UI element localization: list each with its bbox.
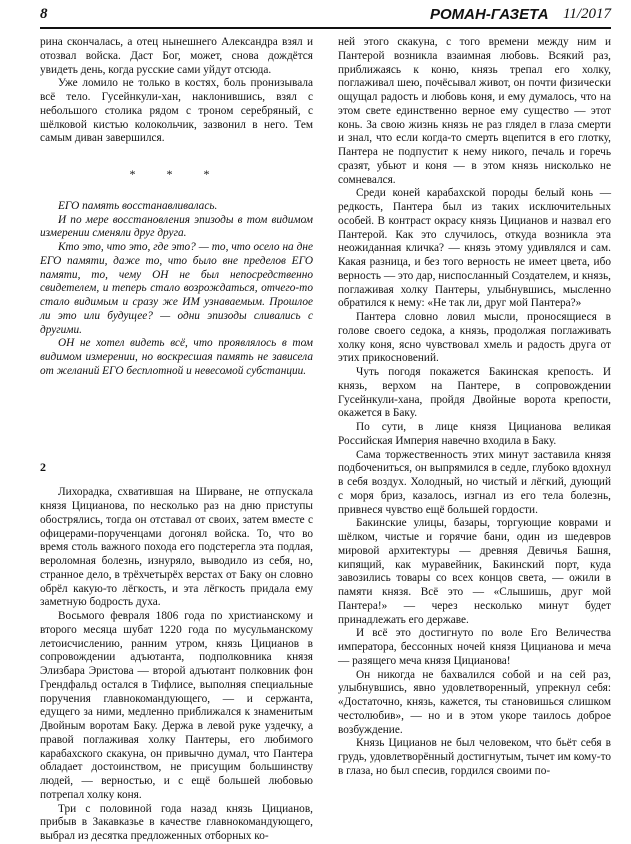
paragraph: Три с половиной года назад князь Цицианов, прибыв в Закавказье в качестве главнокомандующего, выбрал из десятка предложенных отборных ко-	[40, 802, 313, 842]
paragraph: Чуть погодя покажется Бакинская крепость. И князь, верхом на Пантере, в сопровождении Гусейнкули-хана, пройдя Двойные ворота крепости, окажется в Баку.	[338, 366, 611, 420]
paragraph: ней этого скакуна, с того времени между ним и Пантерой возникла взаимная любовь. Всякий раз, приближаясь к коню, князь трепал его холку, поглаживал шею, почёсывал живот, он почти физически ощущал радость и любовь коня, и ему думалось, что на этом свете единственно верное ему существо — этот конь. За свою жизнь князь не раз глядел в глаза смерти и знал, что если когда-то смерть вцепится в его глотку, Пантера не подпустит к нему никого, печаль и горечь сразят, убьют и коня — в этом князь нисколько не сомневался.	[338, 36, 611, 186]
left-column	[40, 36, 313, 842]
italic-paragraph: ОН не хотел видеть всё, что проявлялось в том видимом измерении, но воскресшая память не зависела от желаний ЕГО бесплотной и невесомой субстанции.	[40, 337, 313, 377]
section-separator: * * *	[129, 167, 224, 181]
italic-paragraph: Кто это, что это, где это? — то, что осело на дне ЕГО памяти, даже то, что было вне пределов ЕГО памяти, то, чему ОН не был непосредственно свидетелем, и теперь стало возрождаться, отчего-то стало видимым и сразу же ИМ узнаваемым. Прошлое ли это или будущее? — одни эпизоды сливались с другими.	[40, 241, 313, 336]
paragraph: рина скончалась, а отец нынешнего Александра взял и отозвал войска. Даст Бог, может, снова дождётся увидеть день, когда русские сами уйдут отсюда.	[40, 36, 313, 76]
paragraph: По сути, в лице князя Цицианова великая Российская Империя навечно входила в Баку.	[338, 421, 611, 447]
section-number: 2	[40, 459, 46, 474]
page-header	[40, 4, 611, 26]
paragraph: Он никогда не бахвалился собой и на сей раз, улыбнувшись, явно удовлетворенный, упрекнул себя: «Достаточно, князь, кажется, ты становишься слишком честолюбив», — но и в этом укоре таилось доброе возбуждение.	[338, 668, 611, 736]
header-rule	[40, 27, 611, 29]
paragraph: И всё это достигнуто по воле Его Величества императора, бессонных ночей князя Цицианова и меча — разящего меча князя Цицианова!	[338, 627, 611, 667]
paragraph: Князь Цицианов не был человеком, что бьёт себя в грудь, удовлетворённый достигнутым, тычет им кому-то в глаза, но был спесив, гордился своими по-	[338, 737, 611, 777]
page-number: 8	[40, 6, 48, 22]
right-column	[338, 36, 611, 796]
paragraph: Уже ломило не только в костях, боль пронизывала всё тело. Гусейнкули-хан, наклонившись, взял с небольшого столика рядом с троном серебряный, с шёлковой кистью колокольчик, зазвонил в него. Тем самым диван завершился.	[40, 77, 313, 145]
paragraph: Среди коней карабахской породы белый конь — редкость, Пантера был из таких исключительных особей. В контраст окрасу князь Цицианов и назвал его Пантерой. Как это случилось, откуда возникла эта неожиданная кличка? — князь этому удивлялся и сам. Какая разница, и без того верность не имеет цвета, ибо верность — это дар, ниспосланный Создателем, и князь, поглаживая холку Пантеры, улыбнувшись, мысленно обратился к нему: «Не так ли, друг мой Пантера?»	[338, 187, 611, 310]
paragraph: Сама торжественность этих минут заставила князя подбочениться, он выпрямился в седле, глубоко вдохнул в себя воздух. Холодный, но чистый и лёгкий, дующий с моря бриз, казалось, изгнал из его тела болезнь, привнеся чувство ещё большей гордости.	[338, 448, 611, 516]
paragraph: Пантера словно ловил мысли, проносящиеся в голове своего седока, а князь, продолжая поглаживать холку коня, ясно чувствовал хмель и радость друга от этих прикосновений.	[338, 311, 611, 365]
paragraph: Восьмого февраля 1806 года по христианскому и второго месяца шубат 1220 года по мусульманскому летоисчислению, ранним утром, князь Цицианов в сопровождении адъютанта, подполковника князя Элизбара Эристова — второй адъютант полковник фон Грендфальд остался в Тифлисе, выполняя специальные поручения главнокомандующего, — и сержанта, едущего за ними, медленно приближался к знаменитым Двойным воротам Баку. Держа в левой руке уздечку, а правой поглаживая холку Пантеры, его любимого карабахского скакуна, он привычно думал, что Пантера обладает достоинством, не присущим большинству людей, — верностью, и с ещё большей любовью потрепал холку коня.	[40, 610, 313, 801]
paragraph: Лихорадка, схватившая на Ширване, не отпускала князя Цицианова, по несколько раз на дню приступы обострялись, тогда он отставал от своих, затем вместе с офицерами-порученцами догонял войска. То, что во время столь важного похода его подстерегла эта подлая, вероломная болезнь, изнуряло, выводило из себя, но, странное дело, в трёхчетырёх верстах от Баку он словно обрёл какую-то лёгкость, и эта лёгкость придала ему заметную бодрость духа.	[40, 486, 313, 609]
italic-paragraph: И по мере восстановления эпизоды в том видимом измерении сменяли друг друга.	[40, 213, 313, 240]
paragraph: Бакинские улицы, базары, торгующие коврами и шёлком, чистые и горячие бани, один из шедевров мировой архитектуры — древняя Девичья Башня, кипящий, как муравейник, Бакинский порт, куда завозились товары со всех концов света, — ожили в памяти князя. Всё это — «Слышишь, друг мой Пантера!» — через несколько минут будет принадлежать его державе.	[338, 517, 611, 626]
issue-number: 11/2017	[562, 6, 611, 22]
italic-paragraph: ЕГО память восстанавливалась.	[58, 199, 218, 212]
magazine-title: РОМАН-ГАЗЕТА	[430, 6, 549, 23]
